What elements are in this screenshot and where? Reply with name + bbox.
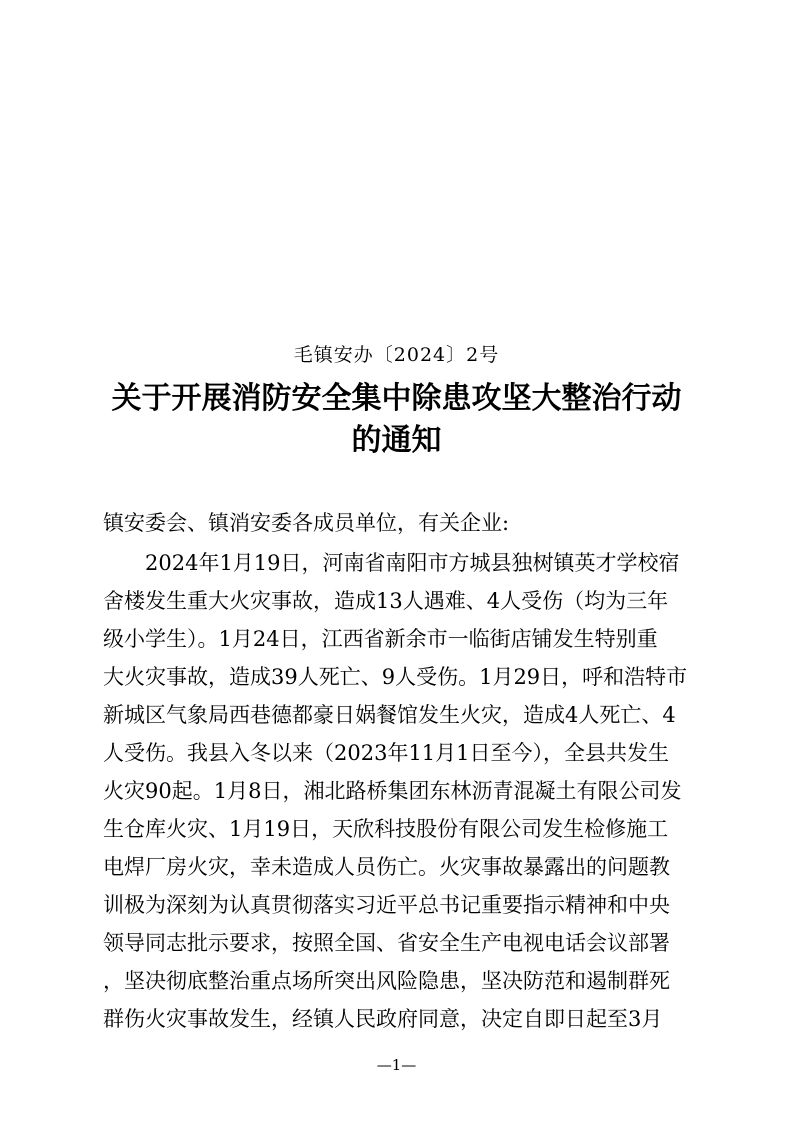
body-line: 人受伤。我县入冬以来（2023年11月1日至今），全县共发生: [103, 741, 670, 765]
body-paragraph: [103, 544, 693, 1038]
title-line-1: 关于开展消防安全集中除患攻坚大整治行动: [111, 381, 682, 416]
body-line: 新城区气象局西巷德都豪日娲餐馆发生火灾，造成4人死亡、4: [103, 703, 676, 727]
body-line: 火灾90起。1月8日，湘北路桥集团东林沥青混凝土有限公司发: [103, 779, 682, 803]
title-line-2: 的通知: [351, 423, 442, 458]
body-line: 群伤火灾事故发生，经镇人民政府同意，决定自即日起至3月: [103, 1007, 663, 1031]
body-line: 训极为深刻为认真贯彻落实习近平总书记重要指示精神和中央: [103, 893, 670, 917]
body-line: ，坚决彻底整治重点场所突出风险隐患，坚决防范和遏制群死: [103, 969, 670, 993]
body-line: 大火灾事故，造成39人死亡、9人受伤。1月29日，呼和浩特市: [103, 665, 688, 689]
document-number: 毛镇安办〔2024〕2号: [293, 344, 500, 366]
body-line: 生仓库火灾、1月19日，天欣科技股份有限公司发生检修施工: [103, 817, 669, 841]
body-line: 电焊厂房火灾，幸未造成人员伤亡。火灾事故暴露出的问题教: [103, 855, 670, 879]
document-title: [0, 378, 793, 462]
body-line: 领导同志批示要求，按照全国、省安全生产电视电话会议部署: [103, 931, 670, 955]
body-line: 级小学生）。1月24日，江西省新余市一临街店铺发生特别重: [103, 627, 658, 651]
salutation: 镇安委会、镇消安委各成员单位，有关企业:: [103, 511, 510, 535]
body-line: 2024年1月19日，河南省南阳市方城县独树镇英才学校宿: [103, 551, 680, 575]
body-line: 舍楼发生重大火灾事故，造成13人遇难、4人受伤（均为三年: [103, 589, 669, 613]
page-number: —1—: [376, 1056, 417, 1074]
